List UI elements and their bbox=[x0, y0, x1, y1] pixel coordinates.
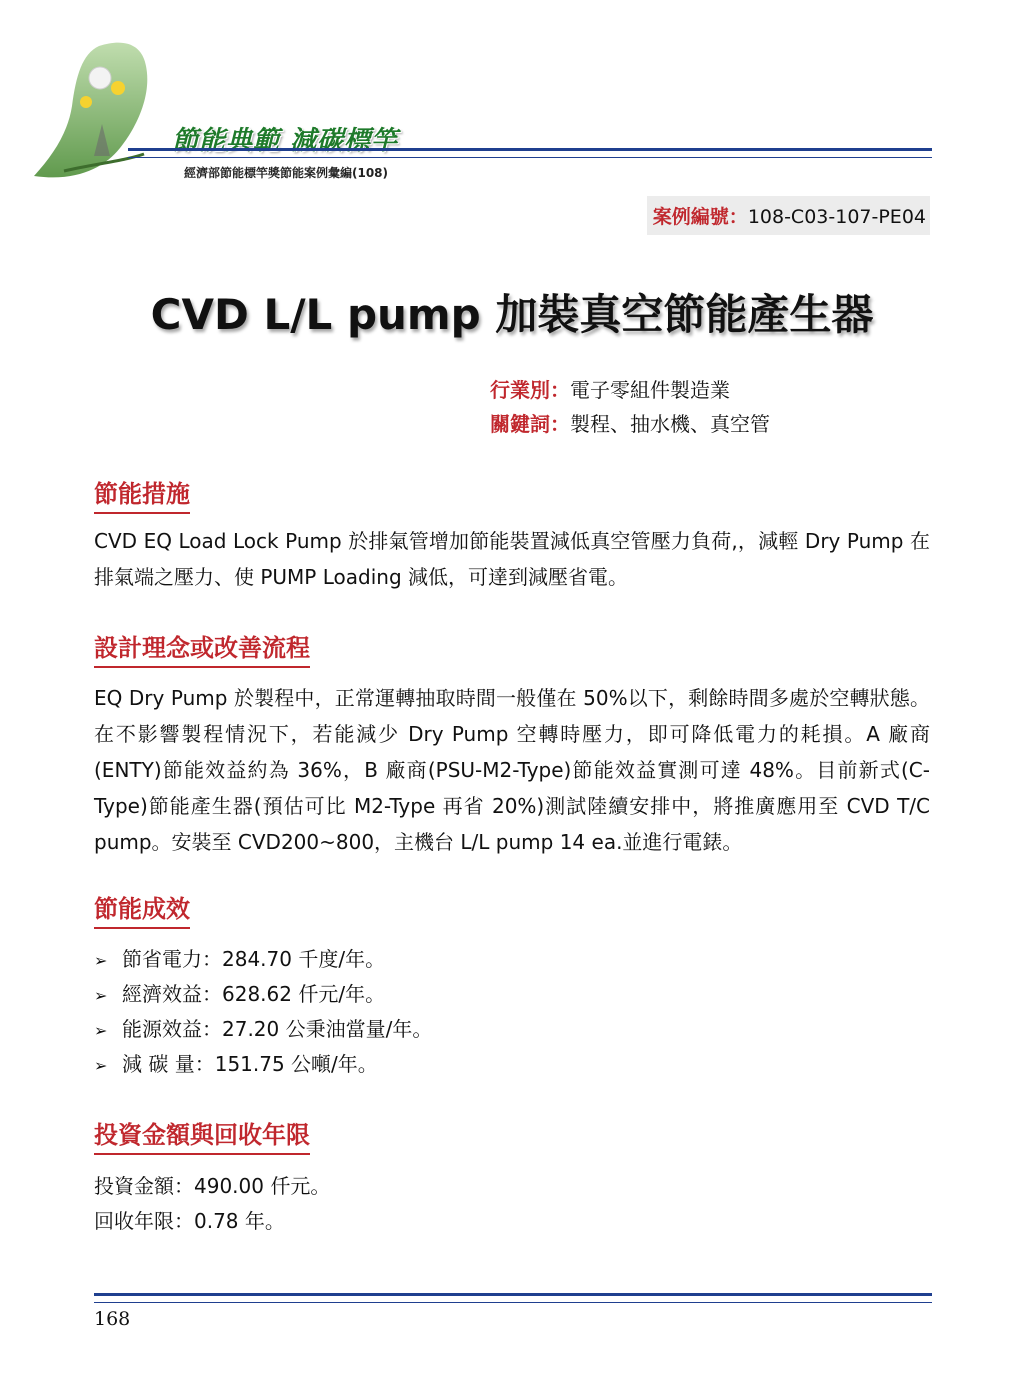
result-text: 能源效益：27.20 公秉油當量/年。 bbox=[122, 1017, 433, 1041]
result-text: 減 碳 量：151.75 公噸/年。 bbox=[122, 1052, 378, 1076]
investment-amount: 投資金額：490.00 仟元。 bbox=[94, 1174, 331, 1198]
case-number-box bbox=[647, 196, 930, 235]
arrow-bullet-icon: ➢ bbox=[94, 951, 108, 970]
results-list bbox=[94, 942, 432, 1082]
industry-label: 行業別： bbox=[490, 378, 570, 402]
case-number-value: 108-C03-107-PE04 bbox=[747, 206, 926, 228]
result-text: 經濟效益：628.62 仟元/年。 bbox=[122, 982, 386, 1006]
list-item bbox=[94, 1012, 432, 1047]
keywords-label: 關鍵詞： bbox=[490, 412, 570, 436]
arrow-bullet-icon: ➢ bbox=[94, 986, 108, 1005]
page-title: CVD L/L pump 加裝真空節能產生器 bbox=[150, 290, 874, 339]
case-number-label: 案例編號： bbox=[652, 206, 748, 228]
payback-period: 回收年限：0.78 年。 bbox=[94, 1209, 285, 1233]
measures-text: CVD EQ Load Lock Pump 於排氣管增加節能裝置減低真空管壓力負荷,，減輕 Dry Pump 在排氣端之壓力、使 PUMP Loading 減低，可達到減壓省電。 bbox=[94, 529, 930, 589]
header-rule bbox=[128, 148, 932, 158]
header-logo bbox=[24, 36, 424, 186]
section-title-measures: 節能措施 bbox=[94, 474, 190, 514]
brand-title: 節能典範 減碳標竿 bbox=[172, 126, 399, 156]
arrow-bullet-icon: ➢ bbox=[94, 1021, 108, 1040]
investment-lines bbox=[94, 1169, 330, 1239]
keywords-line bbox=[490, 408, 770, 437]
industry-line bbox=[490, 374, 730, 403]
result-text: 節省電力：284.70 千度/年。 bbox=[122, 947, 386, 971]
industry-value: 電子零組件製造業 bbox=[570, 378, 730, 402]
footer-rule bbox=[94, 1293, 932, 1303]
list-item bbox=[94, 942, 432, 977]
list-item bbox=[94, 977, 432, 1012]
list-item bbox=[94, 1047, 432, 1082]
keywords-value: 製程、抽水機、真空管 bbox=[570, 412, 770, 436]
arrow-bullet-icon: ➢ bbox=[94, 1056, 108, 1075]
section-title-results: 節能成效 bbox=[94, 889, 190, 929]
design-text: EQ Dry Pump 於製程中，正常運轉抽取時間一般僅在 50%以下，剩餘時間多處於空轉狀態。在不影響製程情況下，若能減少 Dry Pump 空轉時壓力，即可降低電力的耗損。A 廠商(ENTY)節能效益約為 36%，B 廠商(PSU-M2-Type)節能效益實測可達 48%。目前新式(C-Type)節能產生器(預估可比 M2-Type 再省 20%)測試陸續安排中，將推廣應用至 CVD T/C pump。安裝至 CVD200~800，主機台 L/L pump 14 ea.並進行電錶。 bbox=[94, 686, 930, 854]
page-number: 168 bbox=[94, 1308, 131, 1330]
section-title-design: 設計理念或改善流程 bbox=[94, 628, 310, 668]
section-title-investment: 投資金額與回收年限 bbox=[94, 1115, 310, 1155]
brand-subtitle: 經濟部節能標竿獎節能案例彙編(108) bbox=[184, 166, 389, 180]
